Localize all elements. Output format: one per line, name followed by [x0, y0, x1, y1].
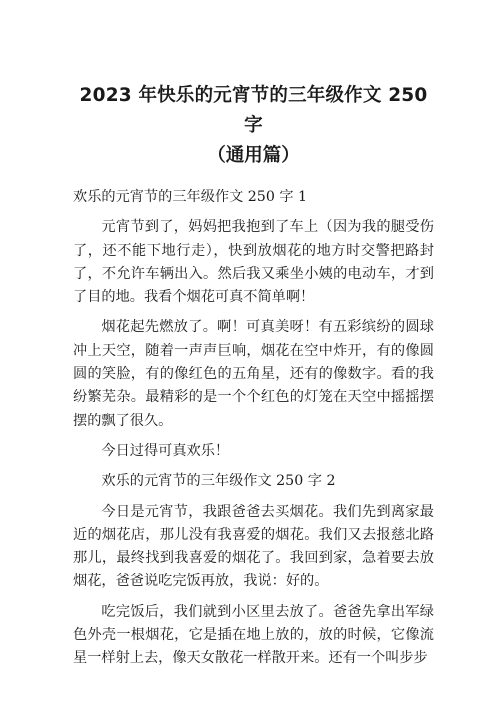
paragraph: 今日过得可真欢乐！	[101, 442, 230, 459]
paragraph: 吃完饭后，我们就到小区里去放了。爸爸先拿出军绿色外壳一根烟花，它是插在地上放的，放的时候，它像流星一样射上去，像天女散花一样散开来。还有一个叫步步	[73, 603, 434, 667]
document-subtitle: （通用篇）	[207, 145, 300, 166]
section-heading-1: 欢乐的元宵节的三年级作文 250 字 1	[73, 189, 308, 205]
document-title: 2023 年快乐的元宵节的三年级作文 250 字	[79, 85, 428, 136]
paragraph: 今日是元宵节，我跟爸爸去买烟花。我们先到离家最近的烟花店，那儿没有我喜爱的烟花。我们又去报慈北路那儿，最终找到我喜爱的烟花了。我回到家，急着要去放烟花，爸爸说吃完饭再放，我说：好的。	[73, 503, 434, 590]
paragraph: 烟花起先燃放了。啊！可真美呀！有五彩缤纷的圆球冲上天空，随着一声声巨响，烟花在空中炸开，有的像圆圆的笑脸，有的像红色的五角星，还有的像数字。看的我纷繁芜杂。最精彩的是一个个红色的灯笼在天空中摇摇摆摆的飘了很久。	[73, 319, 434, 429]
paragraph: 元宵节到了，妈妈把我抱到了车上（因为我的腿受伤了，还不能下地行走），快到放烟花的地方时交警把路封了，不允许车辆出入。然后我又乘坐小姨的电动车，才到了目的地。我看个烟花可真不简单啊！	[73, 219, 434, 306]
document-body	[73, 186, 434, 671]
section-heading-2: 欢乐的元宵节的三年级作文 250 字 2	[101, 473, 336, 490]
